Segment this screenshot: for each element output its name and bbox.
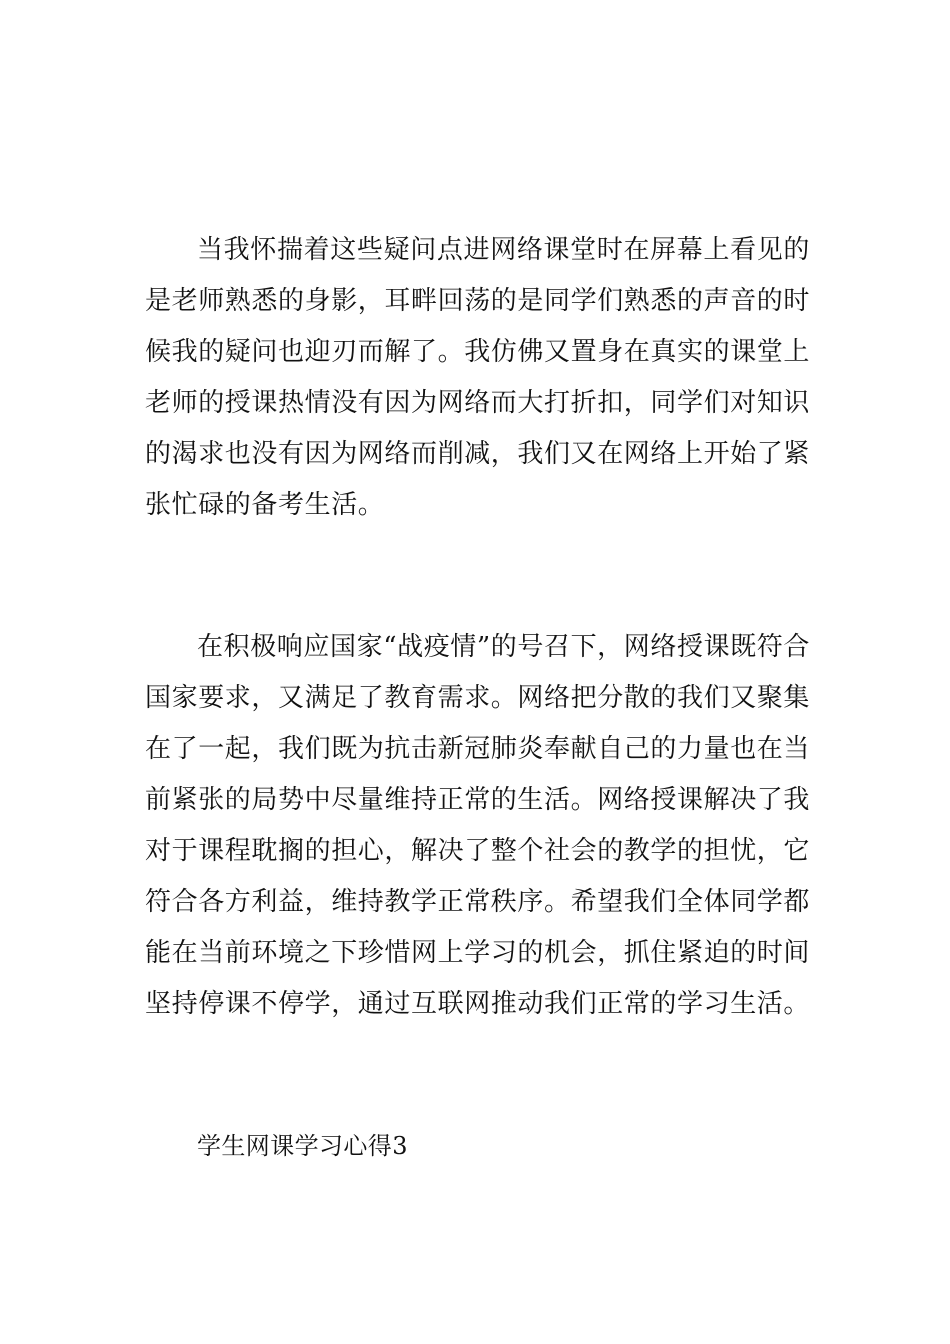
body-paragraph-1: 当我怀揣着这些疑问点进网络课堂时在屏幕上看见的是老师熟悉的身影，耳畔回荡的是同学们熟悉的声音的时候我的疑问也迎刃而解了。我仿佛又置身在真实的课堂上老师的授课热情没有因为网络而大打折扣，同学们对知识的渴求也没有因为网络而削减，我们又在网络上开始了紧张忙碌的备考生活。 — [145, 235, 811, 520]
body-paragraph-2: 在积极响应国家“战疫情”的号召下，网络授课既符合国家要求，又满足了教育需求。网络把分散的我们又聚集在了一起，我们既为抗击新冠肺炎奉献自己的力量也在当前紧张的局势中尽量维持正常的生活。网络授课解决了我对于课程耽搁的担心，解决了整个社会的教学的担忧，它符合各方利益，维持教学正常秩序。希望我们全体同学都能在当前环境之下珍惜网上学习的机会，抓住紧迫的时间坚持停课不停学，通过互联网推动我们正常的学习生活。 — [145, 632, 811, 1019]
section-heading: 学生网课学习心得3 — [197, 1132, 408, 1160]
